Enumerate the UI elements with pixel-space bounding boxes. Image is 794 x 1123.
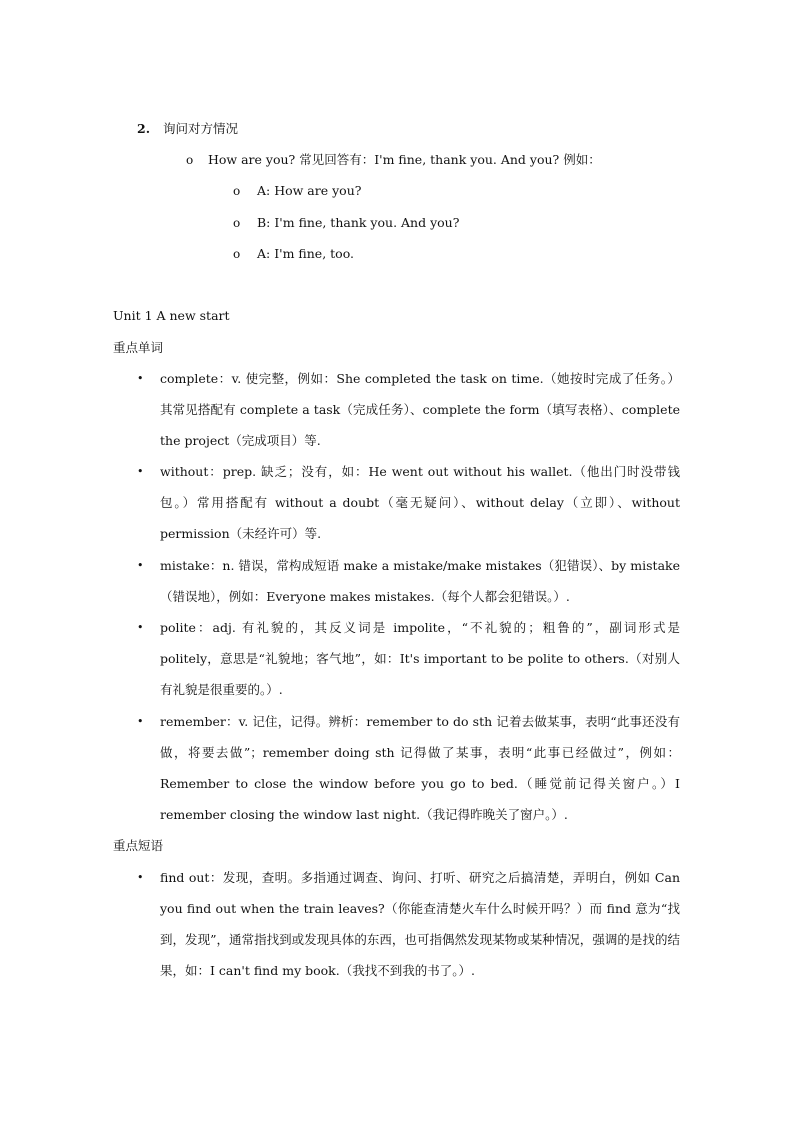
hollow-bullet-icon: o [233, 247, 241, 261]
hollow-bullet-icon: o [233, 216, 241, 230]
hollow-bullet-icon: o [186, 153, 194, 167]
phrase-item-find-out: find out：发现，查明。多指通过调查、询问、打听、研究之后搞清楚，弄明白，例如 Can you find out when the train leaves?（你能查清楚火车什么时候开吗？）而 find 意为“找到，发现”，通常指找到或发现具体的东西，也可指偶然发现某物或某种情况，强调的是找的结果，如：I can't find my book.（我找不到我的书了。）. [160, 870, 680, 978]
bullet-dot-icon: • [137, 372, 144, 385]
dialogue-line-3: A: I'm fine, too. [257, 246, 354, 261]
dialogue-line-2: B: I'm fine, thank you. And you? [257, 215, 460, 230]
section-number: 2. [137, 121, 151, 136]
section-title: 询问对方情况 [163, 121, 239, 136]
hollow-bullet-icon: o [233, 184, 241, 198]
bullet-dot-icon: • [137, 465, 144, 478]
vocab-heading: 重点单词 [113, 340, 164, 355]
vocab-item-without: without：prep. 缺乏；没有，如：He went out without his wallet.（他出门时没带钱包。）常用搭配有 without a doubt（毫无疑问）、without delay（立即）、without permission（未经许可）等. [160, 464, 680, 541]
bullet-dot-icon: • [137, 621, 144, 634]
bullet-dot-icon: • [137, 715, 144, 728]
bullet-dot-icon: • [137, 871, 144, 884]
vocab-item-mistake: mistake：n. 错误，常构成短语 make a mistake/make mistakes（犯错误）、by mistake（错误地），例如：Everyone makes mistakes.（每个人都会犯错误。）. [160, 558, 680, 604]
dialogue-line-1: A: How are you? [257, 183, 362, 198]
vocab-item-complete: complete：v. 使完整，例如：She completed the task on time.（她按时完成了任务。）其常见搭配有 complete a task（完成任务）、complete the form（填写表格）、complete the project（完成项目）等. [160, 371, 680, 448]
unit-title: Unit 1 A new start [113, 308, 230, 323]
vocab-item-remember: remember：v. 记住，记得。辨析：remember to do sth 记着去做某事，表明“此事还没有做，将要去做”；remember doing sth 记得做了某事，表明“此事已经做过”，例如：Remember to close the window before you go to bed.（睡觉前记得关窗户。）I remember closing the window last night.（我记得昨晚关了窗户。）. [160, 714, 680, 822]
bullet-dot-icon: • [137, 559, 144, 572]
vocab-item-polite: polite：adj. 有礼貌的，其反义词是 impolite，“不礼貌的；粗鲁的”，副词形式是 politely，意思是“礼貌地；客气地”，如：It's important to be polite to others.（对别人有礼貌是很重要的。）. [160, 620, 680, 697]
phrases-heading: 重点短语 [113, 838, 164, 853]
list-item-main: How are you? 常见回答有：I'm fine, thank you. And you? 例如： [208, 152, 601, 167]
